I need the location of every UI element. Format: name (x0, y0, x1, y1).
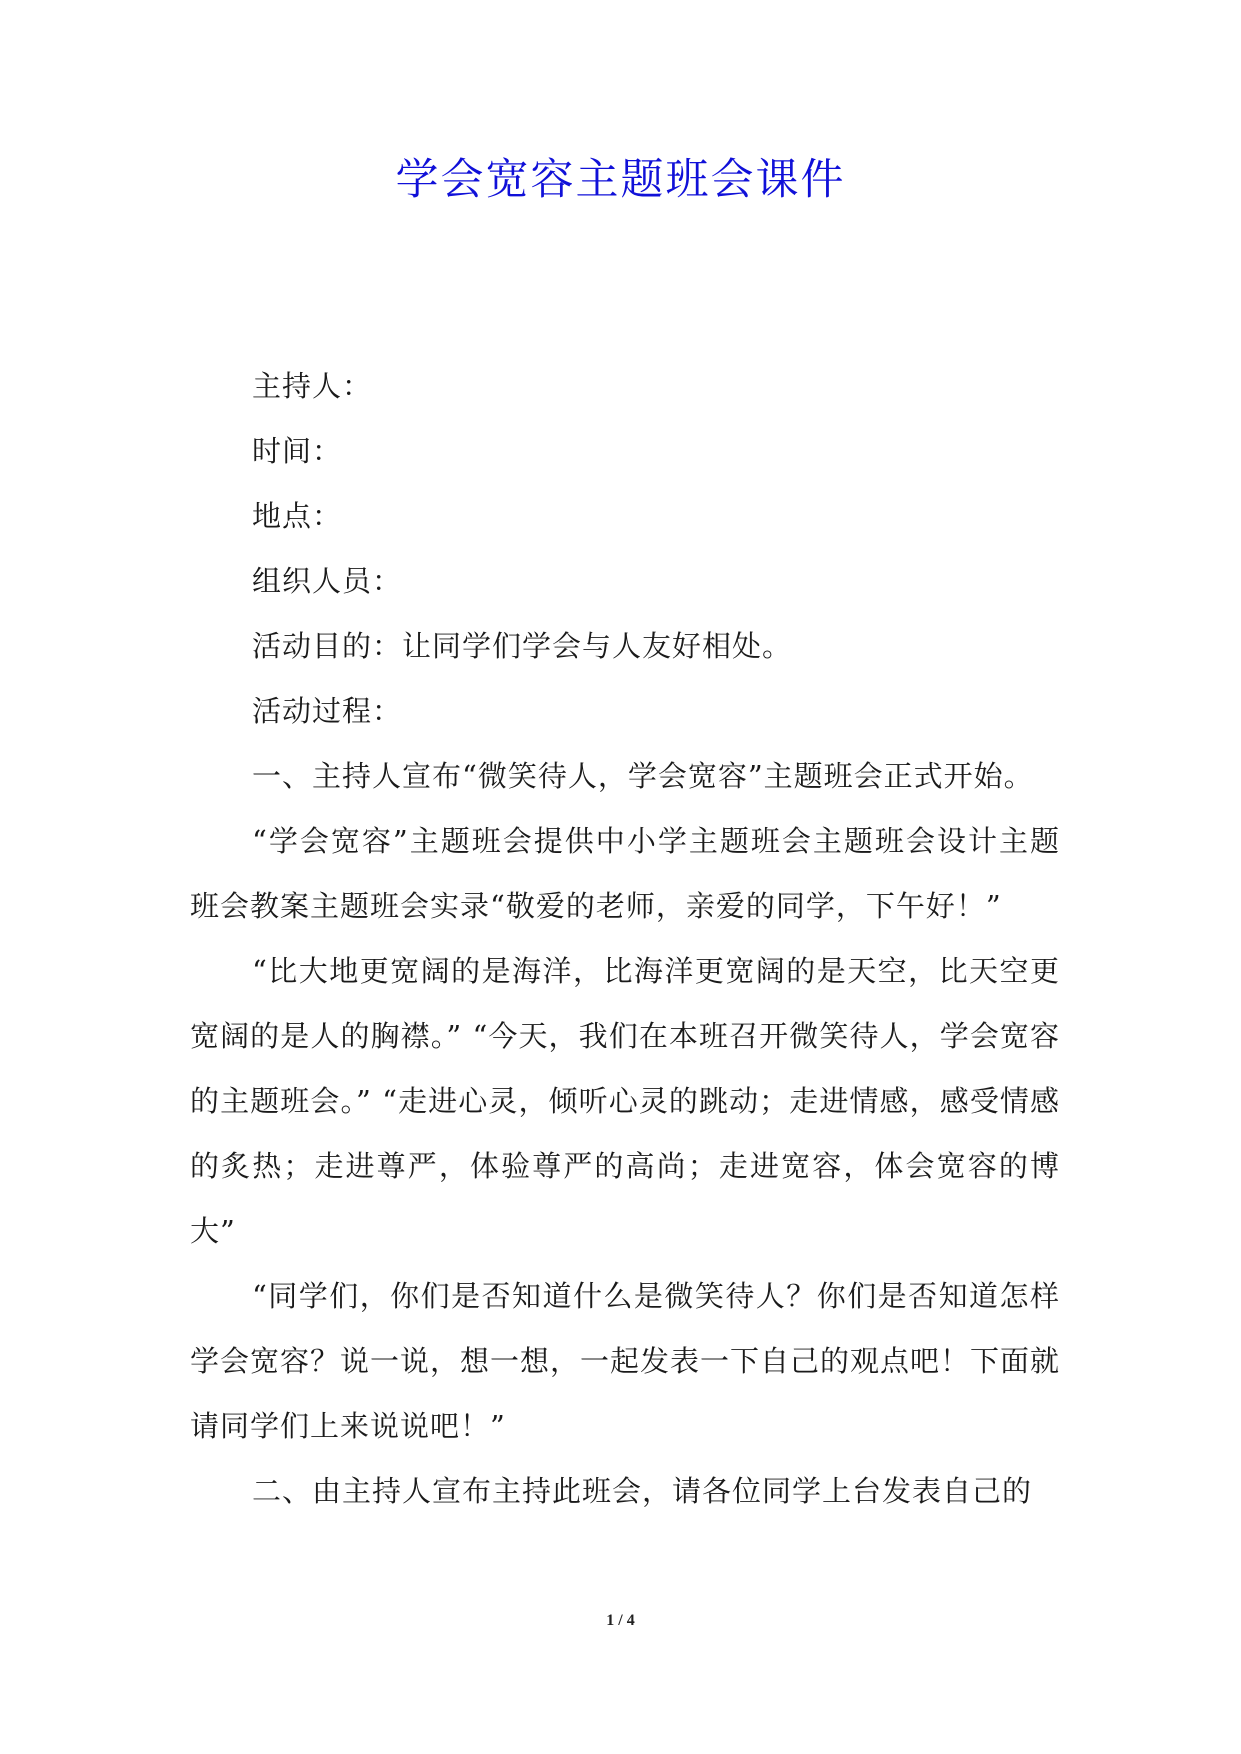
paragraph-purpose: 活动目的：让同学们学会与人友好相处。 (252, 629, 793, 663)
paragraph-organizers: 组织人员： (252, 564, 403, 598)
paragraph-time: 时间： (252, 434, 343, 468)
paragraph-step-one: 一、主持人宣布“微笑待人，学会宽容”主题班会正式开始。 (252, 759, 1034, 793)
paragraph-location: 地点： (252, 499, 343, 533)
paragraph-host: 主持人： (252, 369, 373, 403)
document-body (190, 354, 1060, 1524)
paragraph-process: 活动过程： (252, 694, 403, 728)
paragraph-step-two: 二、由主持人宣布主持此班会，请各位同学上台发表自己的 (252, 1474, 1033, 1508)
paragraph-question: “同学们，你们是否知道什么是微笑待人？你们是否知道怎样学会宽容？说一说，想一想，一起发表一下自己的观点吧！下面就请同学们上来说说吧！” (190, 1279, 1061, 1443)
paragraph-greeting: “学会宽容”主题班会提供中小学主题班会主题班会设计主题班会教案主题班会实录“敬爱的老师，亲爱的同学，下午好！” (190, 824, 1060, 923)
page-number: 1 / 4 (606, 1612, 635, 1629)
paragraph-speech: “比大地更宽阔的是海洋，比海洋更宽阔的是天空，比天空更宽阔的是人的胸襟。” “今天，我们在本班召开微笑待人，学会宽容的主题班会。” “走进心灵，倾听心灵的跳动；走进情感，感受情感的炙热；走进尊严，体验尊严的高尚；走进宽容，体会宽容的博大” (190, 954, 1060, 1248)
document-title: 学会宽容主题班会课件 (395, 155, 846, 205)
